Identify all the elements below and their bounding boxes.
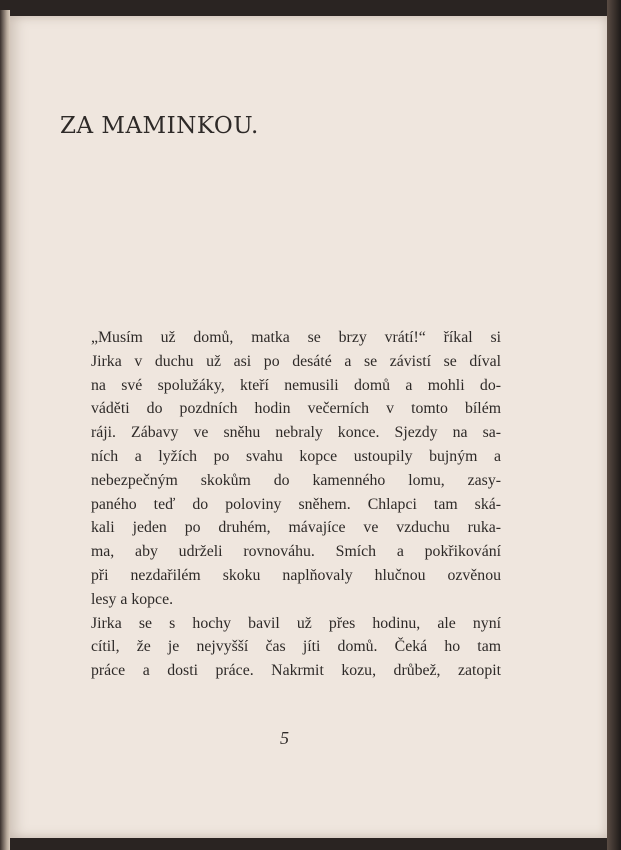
text-line: cítil, že je nejvyšší čas jíti domů. Čeká ho tam	[91, 638, 501, 656]
text-line: váděti do pozdních hodin večerních v tomto bílém	[91, 400, 501, 418]
text-line: ma, aby udrželi rovnováhu. Smích a pokřikování	[91, 543, 501, 561]
text-line: „Musím už domů, matka se brzy vrátí!“ říkal si	[91, 329, 501, 346]
text-line: kali jeden po druhém, mávajíce ve vzduchu ruka-	[91, 519, 501, 537]
body-text	[91, 326, 501, 683]
text-line: Jirka v duchu už asi po desáté a se závistí se díval	[91, 352, 501, 370]
book-page	[10, 16, 608, 838]
text-line: paného teď do poloviny sněhem. Chlapci tam ská-	[91, 495, 501, 513]
text-line: ních a lyžích po svahu kopce ustoupily bujným a	[91, 447, 501, 465]
text-line: práce a dosti práce. Nakrmit kozu, drůbež, zatopit	[91, 662, 501, 680]
text-line: Jirka se s hochy bavil už přes hodinu, ale nyní	[91, 614, 501, 632]
chapter-title: ZA MAMINKOU.	[60, 113, 259, 139]
page-number: 5	[280, 728, 289, 748]
paragraph-1	[91, 326, 501, 612]
text-line: na své spolužáky, kteří nemusili domů a mohli do-	[91, 376, 501, 394]
text-line: při nezdařilém skoku naplňovaly hlučnou ozvěnou	[91, 566, 501, 584]
text-line: lesy a kopce.	[91, 590, 174, 608]
text-line: ráji. Zábavy ve sněhu nebraly konce. Sjezdy na sa-	[91, 424, 501, 442]
page-edge-right	[607, 0, 621, 850]
text-line: nebezpečným skokům do kamenného lomu, zasy-	[91, 471, 501, 489]
paragraph-2	[91, 612, 501, 683]
page-edge-left	[0, 10, 10, 850]
